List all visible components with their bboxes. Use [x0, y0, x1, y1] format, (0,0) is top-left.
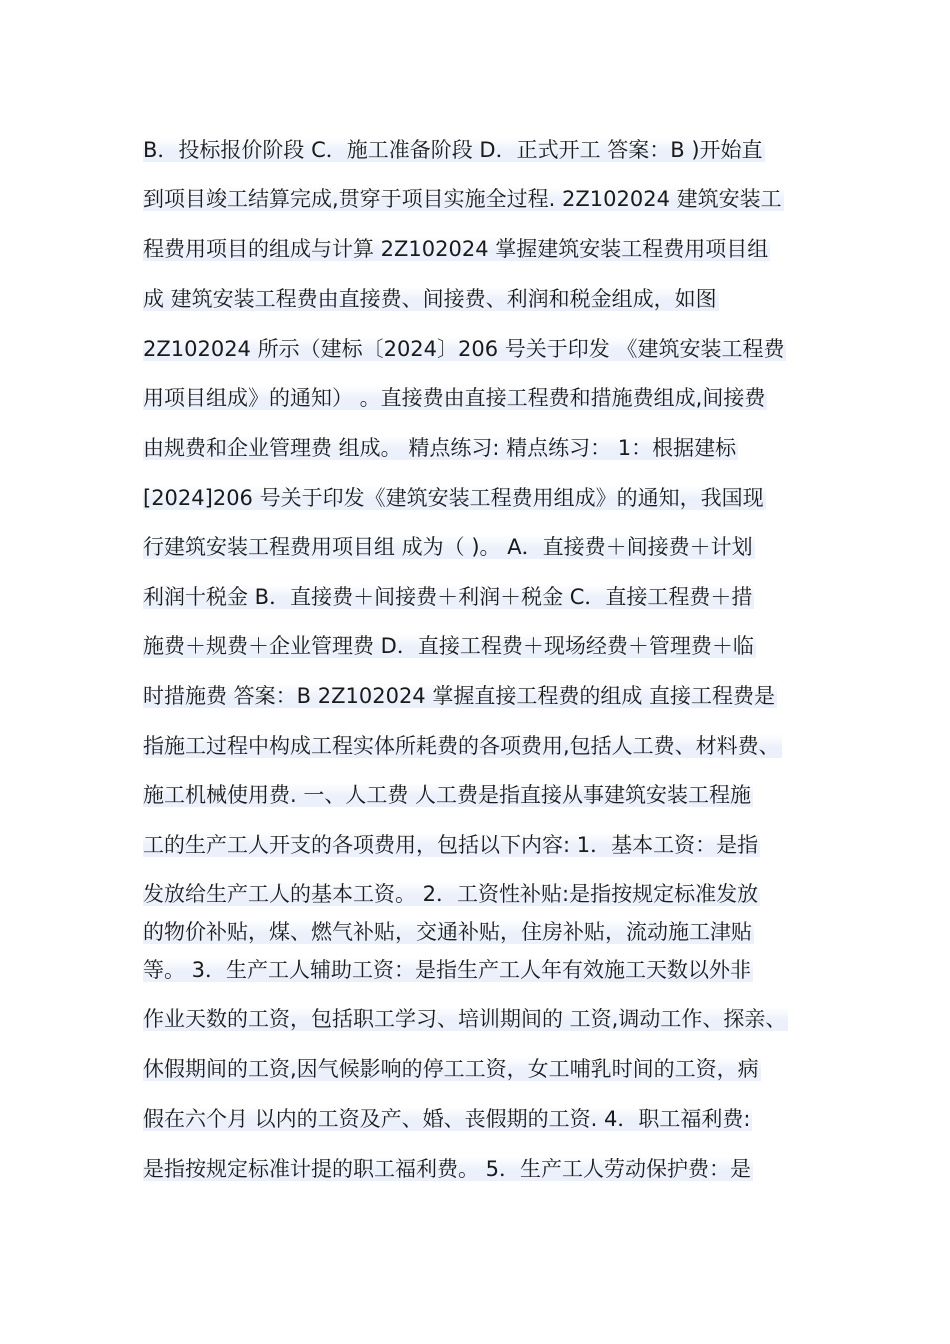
text-line-20 [143, 1054, 761, 1084]
text-line-15 [143, 830, 760, 860]
text-line-13 [143, 731, 782, 761]
text-line-11 [143, 631, 756, 661]
text-line-19-content: 作业天数的工资，包括职工学习、培训期间的 工资,调动工作、探亲、 [143, 1007, 787, 1031]
text-line-15-content: 工的生产工人开支的各项费用，包括以下内容: 1．基本工资：是指 [143, 833, 759, 857]
text-line-19 [143, 1004, 788, 1034]
text-line-14 [143, 780, 753, 810]
text-line-10 [143, 582, 754, 612]
text-line-3-content: 程费用项目的组成与计算 2Z102024 掌握建筑安装工程费用项目组 [143, 237, 769, 261]
text-line-21 [143, 1104, 752, 1134]
text-line-7-content: 由规费和企业管理费 组成。 精点练习: 精点练习： 1：根据建标 [143, 436, 737, 460]
text-line-2 [143, 184, 784, 214]
text-line-11-content: 施费＋规费＋企业管理费 D．直接工程费＋现场经费＋管理费＋临 [143, 634, 754, 658]
text-line-17 [143, 917, 754, 947]
text-line-1 [143, 135, 765, 165]
text-line-9 [143, 532, 755, 562]
text-line-14-content: 施工机械使用费. 一、人工费 人工费是指直接从事建筑安装工程施 [143, 783, 752, 807]
text-line-4-content: 成 建筑安装工程费由直接费、间接费、利润和税金组成，如图 [143, 287, 717, 311]
text-line-16-content: 发放给生产工人的基本工资。 2．工资性补贴:是指按规定标准发放 [143, 882, 759, 906]
text-line-17-content: 的物价补贴，煤、燃气补贴，交通补贴，住房补贴，流动施工津贴 [143, 920, 752, 944]
text-line-13-content: 指施工过程中构成工程实体所耗费的各项费用,包括人工费、材料费、 [143, 734, 780, 758]
text-line-12 [143, 681, 777, 711]
text-line-12-content: 时措施费 答案：B 2Z102024 掌握直接工程费的组成 直接工程费是 [143, 684, 776, 708]
text-line-6 [143, 383, 767, 413]
text-line-9-content: 行建筑安装工程费用项目组 成为（ )。 A．直接费＋间接费＋计划 [143, 535, 753, 559]
text-line-3 [143, 234, 770, 264]
text-line-20-content: 休假期间的工资,因气候影响的停工工资，女工哺乳时间的工资，病 [143, 1057, 759, 1081]
text-line-5-content: 2Z102024 所示（建标〔2024〕206 号关于印发 《建筑安装工程费 [143, 337, 785, 361]
text-line-1-content: B．投标报价阶段 C．施工准备阶段 D．正式开工 答案：B )开始直 [143, 138, 763, 162]
text-line-2-content: 到项目竣工结算完成,贯穿于项目实施全过程. 2Z102024 建筑安装工 [143, 187, 782, 211]
text-line-18 [143, 955, 753, 985]
text-line-8-content: [2024]206 号关于印发《建筑安装工程费用组成》的通知，我国现 [143, 486, 764, 510]
text-line-21-content: 假在六个月 以内的工资及产、婚、丧假期的工资. 4．职工福利费: [143, 1107, 751, 1131]
text-line-5 [143, 334, 786, 364]
text-line-22-content: 是指按规定标准计提的职工福利费。 5．生产工人劳动保护费：是 [143, 1157, 752, 1181]
text-line-8 [143, 483, 766, 513]
text-line-6-content: 用项目组成》的通知） 。直接费由直接工程费和措施费组成,间接费 [143, 386, 766, 410]
text-line-7 [143, 433, 738, 463]
text-line-4 [143, 284, 719, 314]
text-line-16 [143, 879, 760, 909]
text-line-10-content: 利润十税金 B．直接费＋间接费＋利润＋税金 C．直接工程费＋措 [143, 585, 753, 609]
text-line-22 [143, 1154, 753, 1184]
text-line-18-content: 等。 3．生产工人辅助工资：是指生产工人年有效施工天数以外非 [143, 958, 752, 982]
